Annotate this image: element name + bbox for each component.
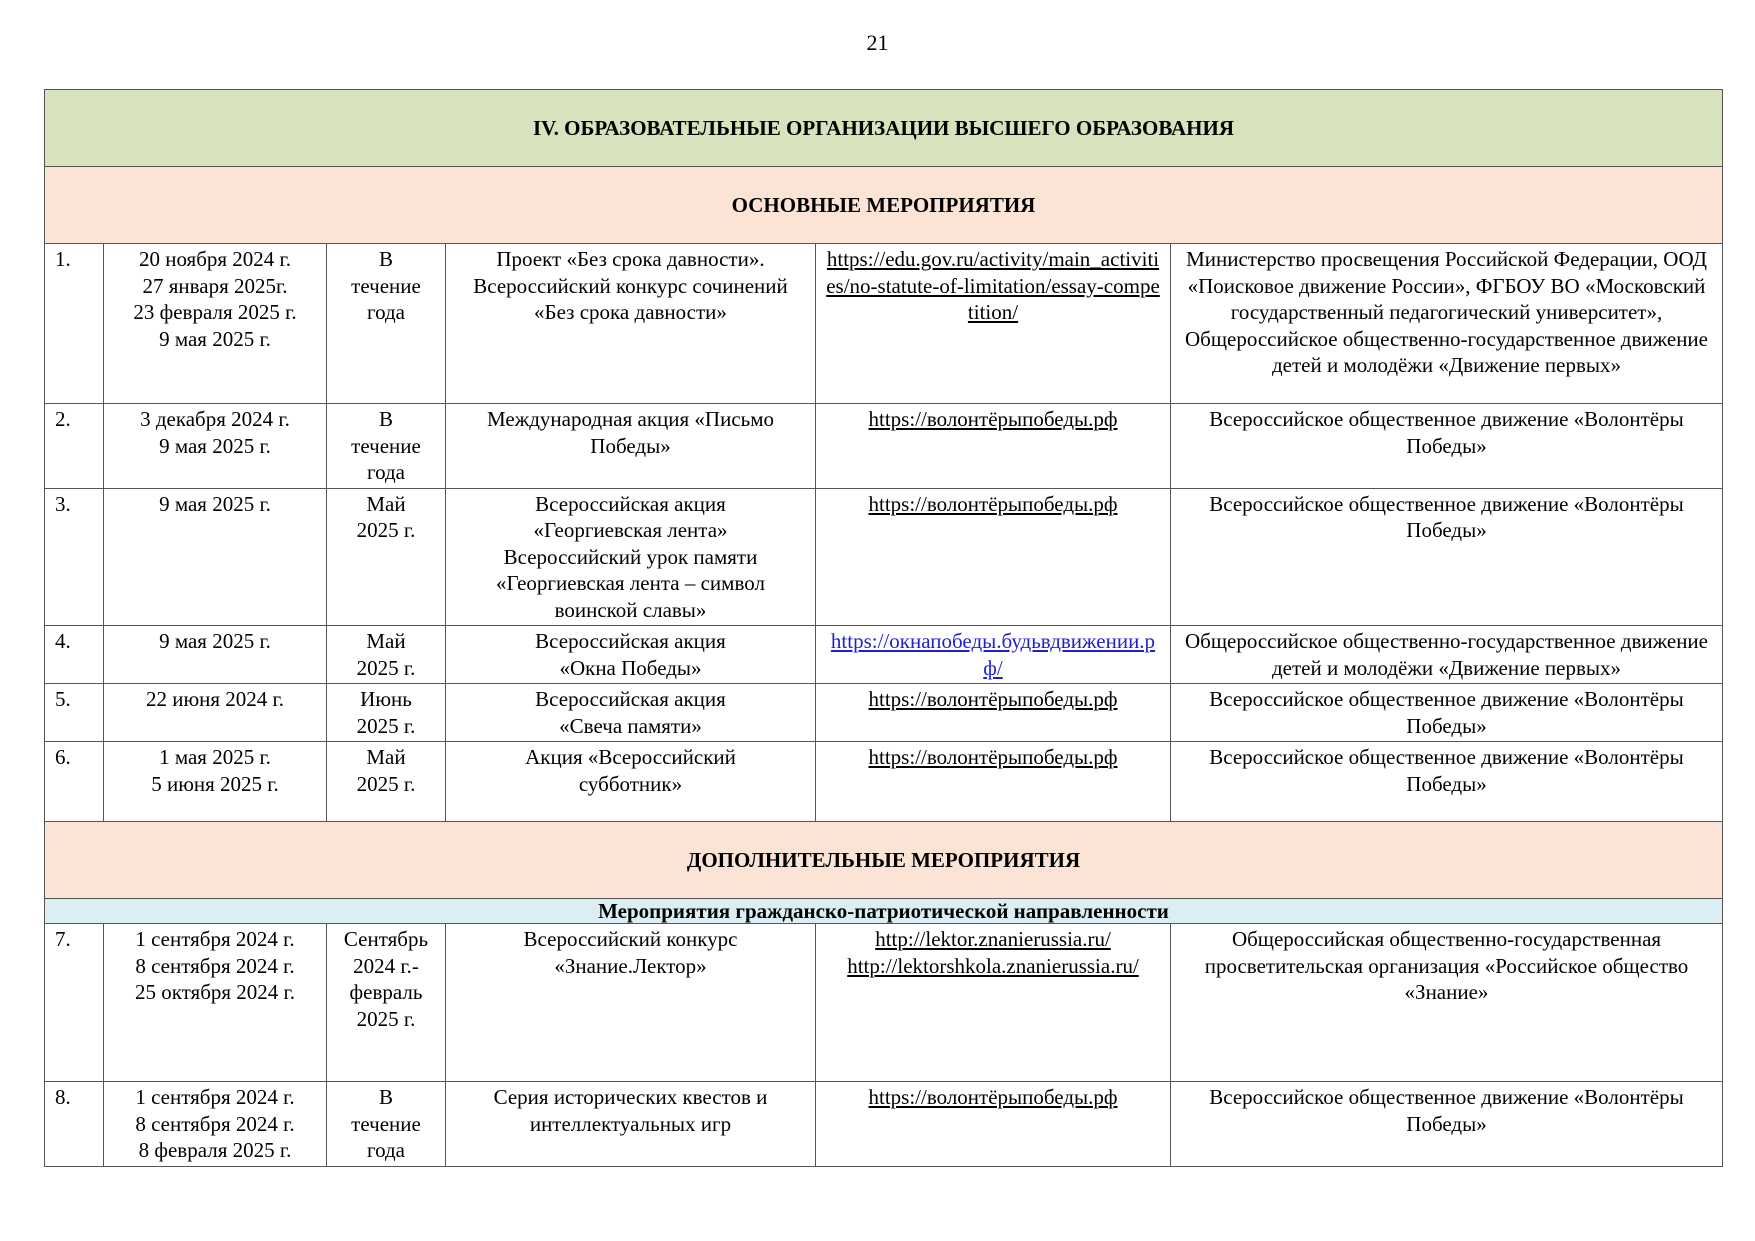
link-cell (816, 742, 1171, 822)
organizer-cell: Всероссийское общественное движение «Волонтёры Победы» (1171, 684, 1723, 742)
event-link[interactable]: http://lektor.znanierussia.ru/ (875, 927, 1111, 951)
main-events-header: ОСНОВНЫЕ МЕРОПРИЯТИЯ (45, 167, 1723, 244)
period-cell: В течение года (327, 1082, 446, 1167)
organizer-cell: Всероссийское общественное движение «Волонтёры Победы» (1171, 488, 1723, 626)
row-number: 5. (45, 684, 104, 742)
dates-cell: 1 мая 2025 г. 5 июня 2025 г. (104, 742, 327, 822)
event-link[interactable]: https://волонтёрыпобеды.рф (868, 687, 1118, 711)
period-cell: В течение года (327, 244, 446, 404)
period-cell: В течение года (327, 404, 446, 489)
section-title: IV. ОБРАЗОВАТЕЛЬНЫЕ ОРГАНИЗАЦИИ ВЫСШЕГО ОБРАЗОВАНИЯ (45, 90, 1723, 167)
table-row (45, 684, 1723, 742)
organizer-cell: Всероссийское общественное движение «Волонтёры Победы» (1171, 404, 1723, 489)
table-row (45, 742, 1723, 822)
page-number: 21 (866, 30, 889, 55)
link-cell (816, 626, 1171, 684)
dates-cell: 9 мая 2025 г. (104, 626, 327, 684)
dates-cell: 9 мая 2025 г. (104, 488, 327, 626)
event-cell: Серия исторических квестов и интеллектуальных игр (446, 1082, 816, 1167)
link-cell (816, 244, 1171, 404)
table-row (45, 404, 1723, 489)
organizer-cell: Министерство просвещения Российской Федерации, ООД «Поисковое движение России», ФГБОУ ВО «Московский государственный педагогический университет», Общероссийское общественно-государственное движение детей и молодёжи «Движение первых» (1171, 244, 1723, 404)
link-cell (816, 924, 1171, 1082)
table-row (45, 1082, 1723, 1167)
table-row (45, 924, 1723, 1082)
row-number: 6. (45, 742, 104, 822)
dates-cell: 1 сентября 2024 г. 8 сентября 2024 г. 8 февраля 2025 г. (104, 1082, 327, 1167)
organizer-cell: Всероссийское общественное движение «Волонтёры Победы» (1171, 742, 1723, 822)
period-cell: Май 2025 г. (327, 626, 446, 684)
table-row (45, 244, 1723, 404)
row-number: 8. (45, 1082, 104, 1167)
organizer-cell: Общероссийская общественно-государственная просветительская организация «Российское общество «Знание» (1171, 924, 1723, 1082)
row-number: 2. (45, 404, 104, 489)
link-cell (816, 404, 1171, 489)
period-cell: Сентябрь 2024 г.- февраль 2025 г. (327, 924, 446, 1082)
period-cell: Май 2025 г. (327, 742, 446, 822)
period-cell: Май 2025 г. (327, 488, 446, 626)
period-cell: Июнь 2025 г. (327, 684, 446, 742)
row-number: 4. (45, 626, 104, 684)
dates-cell: 1 сентября 2024 г. 8 сентября 2024 г. 25 октября 2024 г. (104, 924, 327, 1082)
event-cell: Международная акция «Письмо Победы» (446, 404, 816, 489)
table-row (45, 488, 1723, 626)
link-cell (816, 1082, 1171, 1167)
organizer-cell: Всероссийское общественное движение «Волонтёры Победы» (1171, 1082, 1723, 1167)
event-cell: Всероссийская акция «Свеча памяти» (446, 684, 816, 742)
event-cell: Акция «Всероссийский субботник» (446, 742, 816, 822)
event-link[interactable]: https://волонтёрыпобеды.рф (868, 745, 1118, 769)
event-link[interactable]: https://волонтёрыпобеды.рф (868, 1085, 1118, 1109)
event-cell: Всероссийская акция «Окна Победы» (446, 626, 816, 684)
event-link[interactable]: https://волонтёрыпобеды.рф (868, 407, 1118, 431)
extra-events-header: ДОПОЛНИТЕЛЬНЫЕ МЕРОПРИЯТИЯ (45, 822, 1723, 899)
subsection-header: Мероприятия гражданско-патриотической направленности (45, 899, 1723, 924)
dates-cell: 20 ноября 2024 г. 27 января 2025г. 23 февраля 2025 г. 9 мая 2025 г. (104, 244, 327, 404)
row-number: 1. (45, 244, 104, 404)
table-row (45, 626, 1723, 684)
event-link[interactable]: https://окнапобеды.будьвдвижении.рф/ (830, 629, 1156, 680)
event-link[interactable]: http://lektorshkola.znanierussia.ru/ (847, 953, 1139, 978)
event-cell: Всероссийская акция «Георгиевская лента» Всероссийский урок памяти «Георгиевская лента – символ воинской славы» (446, 488, 816, 626)
event-link[interactable]: https://edu.gov.ru/activity/main_activities/no-statute-of-limitation/essay-competition/ (826, 247, 1160, 324)
row-number: 3. (45, 488, 104, 626)
event-cell: Проект «Без срока давности». Всероссийский конкурс сочинений «Без срока давности» (446, 244, 816, 404)
dates-cell: 22 июня 2024 г. (104, 684, 327, 742)
event-link[interactable]: https://волонтёрыпобеды.рф (868, 491, 1118, 516)
organizer-cell: Общероссийское общественно-государственное движение детей и молодёжи «Движение первых» (1171, 626, 1723, 684)
events-table (44, 89, 1723, 1167)
row-number: 7. (45, 924, 104, 1082)
dates-cell: 3 декабря 2024 г. 9 мая 2025 г. (104, 404, 327, 489)
link-cell (816, 684, 1171, 742)
link-cell (816, 488, 1171, 626)
event-cell: Всероссийский конкурс «Знание.Лектор» (446, 924, 816, 1082)
